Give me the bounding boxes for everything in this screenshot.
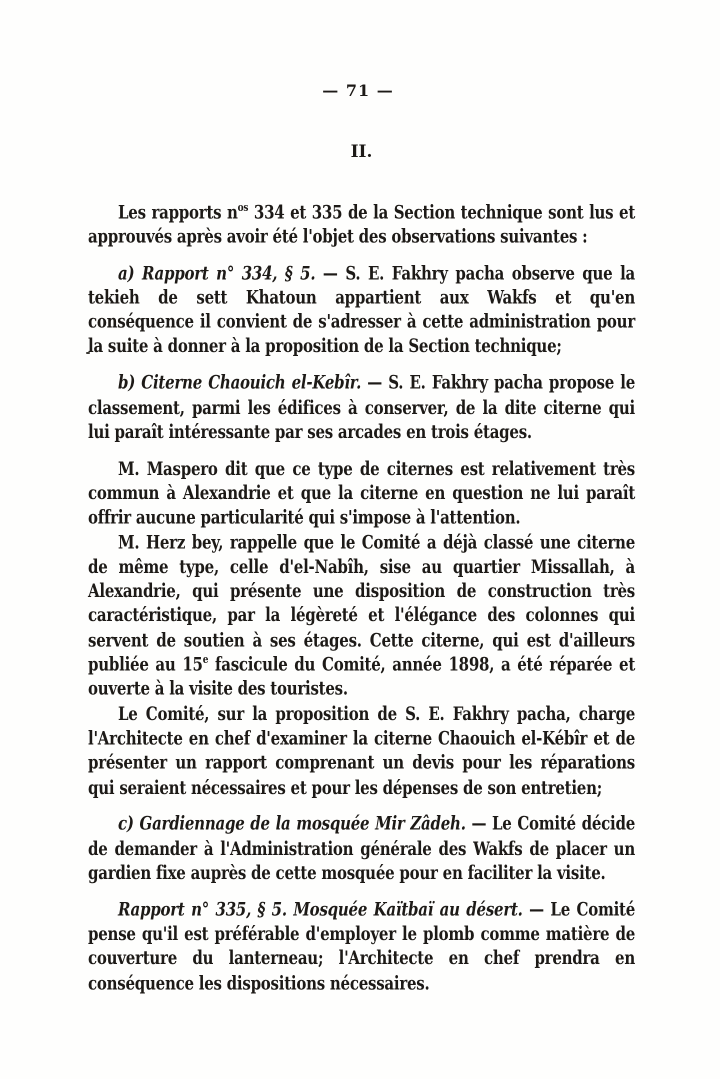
text-run: M. Maspero dit que ce type de citernes est relativement très commun à Alexandrie et que la citerne en question ne lui paraît offrir aucune particularité qui s'impose à l'attention. [88, 456, 635, 529]
page-number: — 71 — [322, 81, 394, 100]
paragraph-herz-remark [88, 530, 635, 702]
text-run: Le Comité, sur la proposition de S. E. Fakhry pacha, charge l'Architecte en chef d'examiner la citerne Chaouich el-Kébîr et de présenter un rapport comprenant un devis pour les réparations qui seraient nécessaires et pour les dépenses de son entretien; [88, 701, 635, 799]
superscript: e [202, 654, 209, 667]
text-run: M. Herz bey, rappelle que le Comité a déjà classé une citerne de même type, celle d'el-Nabîh, sise au quartier Missallah, à Alexandrie, qui présente une disposition de construction très caractéristique, par la légèreté et l'élégance des colonnes qui servent de soutien à ses étages. Cette citerne, qui est d'ailleurs publiée au 15 [88, 530, 635, 676]
text-block [88, 188, 635, 996]
paragraph-maspero-remark [88, 457, 635, 531]
italic-lead: Rapport n° 335, § 5. Mosquée Kaïtbaï au désert. [118, 897, 523, 921]
text-run: — Le Comité pense qu'il est préférable d'employer le plomb comme matière de couverture du lanterneau; l'Architecte en chef prendra en conséquence les dispositions nécessaires. [88, 897, 635, 994]
text-run: Les rapports n [118, 200, 238, 223]
paragraph-citerne-chaouich [88, 371, 635, 445]
text-run: 334 et 335 de la Section technique sont lus et approuvés après avoir été l'objet des observations suivantes : [88, 200, 636, 248]
superscript: os [237, 201, 249, 215]
text-run: — S. E. Fakhry pacha observe que la tekieh de sett Khatoun appartient aux Wakfs et qu'en conséquence il convient de s'adresser à cette administration pour la suite à donner à la proposition de la Section technique; [88, 261, 635, 358]
paragraph-gardiennage [88, 812, 635, 886]
paragraph-comite-decision [88, 702, 635, 800]
section-heading: II. [350, 142, 373, 162]
text-run: — Le Comité décide de demander à l'Administration générale des Wakfs de placer un gardien fixe auprès de cette mosquée pour en faciliter la visite. [88, 811, 636, 884]
italic-lead: c) Gardiennage de la mosquée Mir Zâdeh. [118, 811, 466, 835]
text-run: — S. E. Fakhry pacha propose le classement, parmi les édifices à conserver, de la dite citerne qui lui paraît intéressante par ses arcades en trois étages. [88, 371, 636, 444]
italic-lead: b) Citerne Chaouich el-Kebîr. [118, 371, 362, 395]
paragraph-rapport-334 [88, 261, 635, 359]
text-run: fascicule du Comité, année 1898, a été réparée et ouverte à la visite des touristes. [88, 652, 635, 701]
paragraph-rapport-335 [88, 898, 635, 996]
italic-lead: a) Rapport n° 334, § 5. [118, 261, 316, 285]
paragraph-intro [88, 200, 635, 249]
